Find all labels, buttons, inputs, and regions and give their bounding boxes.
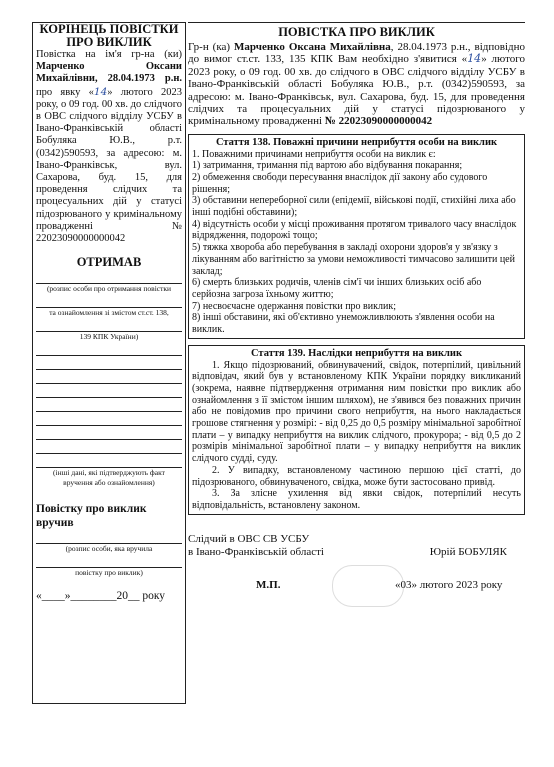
delivered-caption-2: повістку про виклик) bbox=[75, 568, 143, 578]
blank-line bbox=[36, 342, 182, 356]
notice-person: Марченко Оксана Михайлівна bbox=[234, 41, 391, 53]
received-heading: ОТРИМАВ bbox=[76, 255, 142, 270]
article-139-para: 1. Якщо підозрюваний, обвинувачений, свідок, потерпілий, цивільний відповідач, який був у встановленому КПК України порядку викликаний (зокрема, наявне підтвердження отримання ним повістки про виклик або ознайомлення з її змістом іншим шляхом), не з'явився без поважних причин або не повідомив про причини свого неприбуття, на нього накладається грошове стягнення у розмірі: - від 0,25 до 0,5 розміру мінімальної заробітної плати – у випадку неприбуття на виклик слідчого, прокурора; - від 0,5 до 2 розмірів мінімальної заробітної плати – у випадку неприбуття на виклик слідчого судді, суду. bbox=[192, 359, 521, 465]
article-138-item: 2) обмеження свободи пересування внаслідок дії закону або судового рішення; bbox=[192, 171, 488, 195]
delivered-line bbox=[36, 530, 182, 544]
signer-role-2: в Івано-Франківській області bbox=[188, 545, 324, 558]
article-138-item: 5) тяжка хвороба або перебування в закладі охорони здоров'я у зв'язку з лікуванням або вагітністю за умови неможливості тимчасово залишити цей заклад; bbox=[192, 242, 515, 277]
stub-intro: Повістка на ім'я гр-на (ки) bbox=[36, 49, 182, 60]
sig-caption-1: (розпис особи про отримання повістки bbox=[46, 284, 172, 294]
blank-line bbox=[36, 370, 182, 384]
signature-line bbox=[36, 318, 182, 332]
notice-body-1: , 28.04.1973 р.н., відповідно до вимог ст.ст. 133, 135 КПК Вам необхідно з'явитися « bbox=[188, 41, 525, 66]
facts-caption-1: (інші дані, які підтверджують факт bbox=[53, 468, 165, 478]
notice-body bbox=[188, 41, 525, 128]
notice-title: ПОВІСТКА ПРО ВИКЛИК bbox=[188, 22, 525, 40]
signature-line bbox=[36, 294, 182, 308]
stub-title bbox=[33, 23, 185, 49]
sig-caption-3: 139 КПК України) bbox=[79, 332, 139, 342]
blank-line bbox=[36, 426, 182, 440]
notice-prefix: Гр-н (ка) bbox=[188, 41, 235, 53]
article-138-item: 8) інші обставини, які об'єктивно унеможливлюють з'явлення особи на виклик. bbox=[192, 312, 495, 336]
article-139-para: 3. За злісне ухилення від явки свідок, потерпілий несуть відповідальність, встановлену законом. bbox=[192, 488, 521, 511]
blank-line bbox=[36, 356, 182, 370]
facts-caption-2: вручення або ознайомлення) bbox=[63, 478, 155, 488]
delivered-heading: Повістку про виклик вручив bbox=[36, 503, 147, 530]
stub-due-text: » лютого 2023 року, о 09 год. 00 хв. до слідчого в ОВС слідчого відділу УСБУ в Івано-Франківській області Бобуляка Ю.В., р.т. (0342)590593, за адресою: м. Івано-Франківськ, вул. Сахарова, буд. 15, для проведення слідчих та процесуальних дій у статусі підозрюваного у кримінальному провадженні № 22023090000000042 bbox=[36, 86, 182, 245]
blank-line bbox=[36, 454, 182, 468]
stub-due-prefix: про явку « bbox=[36, 86, 94, 98]
notice-handwritten-day: 14 bbox=[467, 52, 482, 66]
signature-line bbox=[36, 270, 182, 284]
signer-name: Юрій БОБУЛЯК bbox=[429, 545, 507, 558]
article-139-para: 2. У випадку, встановленому частиною першою цієї статті, до підозрюваного, обвинуваченого, свідка, може бути застосовано привід. bbox=[192, 464, 521, 488]
seal-date-row bbox=[188, 579, 525, 591]
seal-label: М.П. bbox=[256, 578, 281, 591]
stub-title-line2: ПРО ВИКЛИК bbox=[66, 35, 152, 49]
stub-title-line1: КОРІНЕЦЬ ПОВІСТКИ bbox=[39, 22, 179, 36]
summons-page bbox=[32, 22, 528, 762]
seal-stamp bbox=[332, 565, 404, 607]
stub-body bbox=[33, 49, 185, 245]
article-138-item: 1. Поважними причинами неприбуття особи на виклик є: bbox=[192, 148, 436, 160]
stub-handwritten-day: 14 bbox=[93, 85, 108, 98]
article-139-title: Стаття 139. Наслідки неприбуття на виклик bbox=[250, 347, 463, 359]
article-138-item: 7) несвоєчасне одержання повістки про виклик; bbox=[192, 300, 396, 312]
delivered-caption-1: (розпис особи, яка вручила bbox=[65, 544, 153, 554]
blank-line bbox=[36, 440, 182, 454]
stub-column bbox=[32, 22, 186, 704]
delivered-line bbox=[36, 554, 182, 568]
article-138-item: 1) затримання, тримання під вартою або відбування покарання; bbox=[192, 160, 463, 172]
sig-caption-2: та ознайомлення зі змістом ст.ст. 138, bbox=[49, 308, 169, 318]
article-138-title: Стаття 138. Поважні причини неприбуття особи на виклик bbox=[215, 136, 498, 148]
article-138-item: 6) смерть близьких родичів, членів сім'ї чи інших близьких осіб або серйозна загроза їхньому життю; bbox=[192, 277, 482, 300]
article-138-item: 3) обставини непереборної сили (епідемії, військові події, стихійні лиха або інші подібні обставини); bbox=[192, 195, 516, 219]
article-139 bbox=[188, 345, 525, 515]
article-138-item: 4) відсутність особи у місці проживання протягом тривалого часу внаслідок відрядження, подорожі тощо; bbox=[192, 218, 517, 242]
investigator-signature bbox=[188, 533, 525, 559]
notice-column bbox=[188, 22, 525, 762]
blank-line bbox=[36, 398, 182, 412]
blank-line bbox=[36, 384, 182, 398]
stub-person: Марченко Оксани Михайлівни, 28.04.1973 р.н. bbox=[36, 61, 182, 85]
signature-date: «03» лютого 2023 року bbox=[395, 578, 503, 591]
blank-line bbox=[36, 412, 182, 426]
stub-date-line: «____»________20__ року bbox=[36, 590, 166, 603]
signer-role-1: Слідчий в ОВС СВ УСБУ bbox=[188, 532, 310, 545]
notice-body-2: » лютого 2023 року, о 09 год. 00 хв. до слідчого в ОВС слідчого відділу УСБУ в Івано-Франківській області Бобуляка Ю.В., р.т. (0342)590593, за адресою: м. Івано-Франківськ, вул. Сахарова, буд. 15, для проведення слідчих та процесуальних дій у статусі підозрюваного у кримінальному провадженні bbox=[188, 53, 526, 128]
article-138 bbox=[188, 134, 525, 339]
notice-case-number: № 22023090000000042 bbox=[324, 115, 433, 128]
